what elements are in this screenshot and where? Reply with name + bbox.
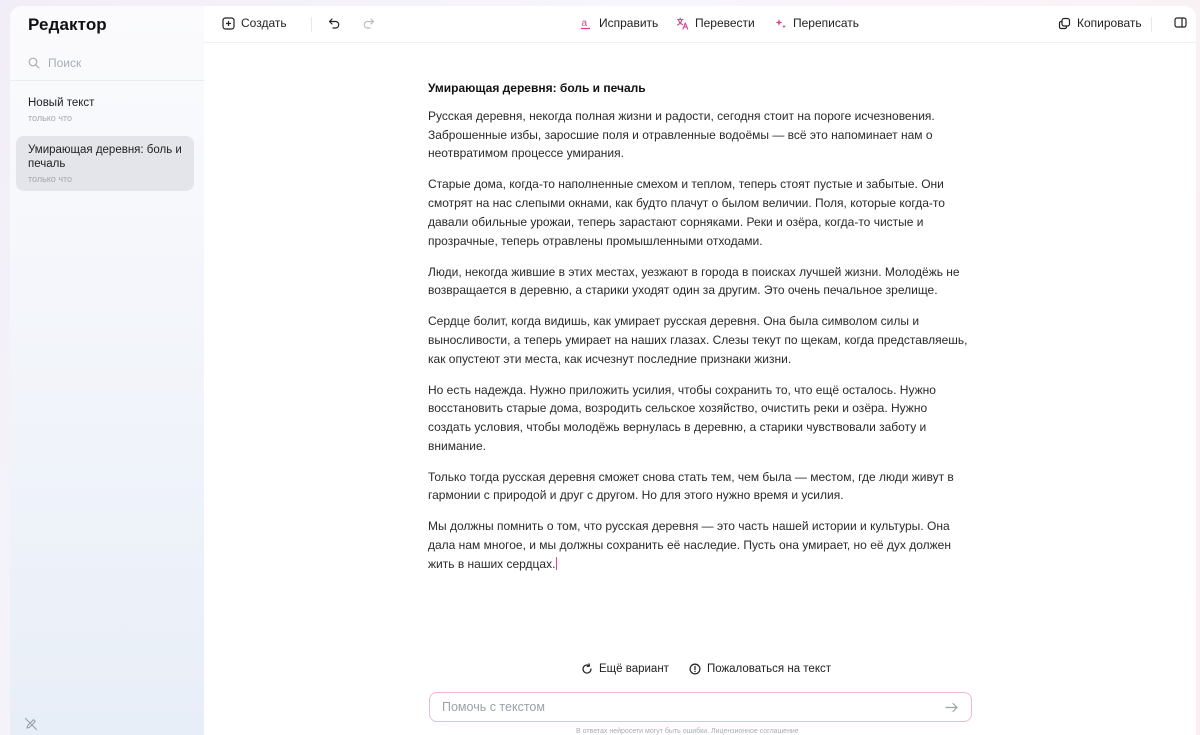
sidebar-item-dying-village[interactable] <box>16 136 194 191</box>
sidebar-item-title: Новый текст <box>28 97 95 109</box>
redo-icon <box>362 16 375 29</box>
document-paragraph-last <box>428 517 973 573</box>
edit-off-icon[interactable] <box>24 717 38 731</box>
translate-icon <box>676 17 689 30</box>
rewrite-label: Переписать <box>793 16 860 30</box>
toolbar-divider <box>311 17 312 32</box>
toggle-panel-button[interactable] <box>1174 16 1187 29</box>
spellcheck-icon <box>580 17 593 30</box>
toolbar-divider <box>1151 17 1152 32</box>
toolbar <box>204 6 1196 43</box>
sidebar <box>10 6 204 735</box>
result-actions <box>581 663 831 675</box>
report-label: Пожаловаться на текст <box>706 663 832 675</box>
another-variant-button[interactable] <box>581 663 669 675</box>
prompt-box <box>429 692 972 722</box>
search-input[interactable] <box>28 54 188 72</box>
copy-label: Копировать <box>1077 16 1142 30</box>
fix-label: Исправить <box>599 16 659 30</box>
text-cursor <box>556 557 557 570</box>
undo-icon <box>328 16 341 29</box>
document-paragraph: Русская деревня, некогда полная жизни и радости, сегодня стоит на пороге исчезновения. Заброшенные избы, заросшие поля и отравленные водоёмы — всё это напоминает нам о неотвратимом процессе умирания. <box>428 109 935 161</box>
plus-square-icon <box>222 17 235 30</box>
document-title: Умирающая деревня: боль и печаль <box>428 81 646 95</box>
panel-icon <box>1174 16 1187 29</box>
document-paragraph: Сердце болит, когда видишь, как умирает русская деревня. Она была символом силы и выносливости, а теперь умирает на наших глазах. Слезы текут по щекам, когда представляешь, как опустеют эти места, как исчезнут последние признаки жизни. <box>428 314 968 366</box>
app-window <box>10 6 1196 735</box>
search-placeholder: Поиск <box>48 56 82 70</box>
app-title: Редактор <box>28 15 107 34</box>
refresh-icon <box>581 663 593 675</box>
sidebar-item-title: Умирающая деревня: боль и печаль <box>28 144 182 170</box>
send-arrow-icon[interactable] <box>944 700 959 715</box>
prompt-input[interactable] <box>442 700 922 714</box>
search-icon <box>28 57 40 69</box>
redo-button[interactable] <box>362 16 375 29</box>
warning-circle-icon <box>689 663 701 675</box>
document-paragraph: Но есть надежда. Нужно приложить усилия, чтобы сохранить то, что ещё осталось. Нужно восстановить старые дома, возродить сельское хозяйство, очистить реки и озёра. Нужно создать условия, чтобы молодёжь вернулась в деревню, а старики чувствовали заботу и внимание. <box>428 382 936 453</box>
report-button[interactable] <box>689 663 831 675</box>
rewrite-button[interactable] <box>774 16 859 30</box>
svg-text:a: a <box>581 17 588 29</box>
sidebar-divider <box>10 80 204 81</box>
document[interactable] <box>428 80 973 586</box>
another-variant-label: Ещё вариант <box>599 663 669 675</box>
copy-button[interactable] <box>1058 16 1142 30</box>
translate-label: Перевести <box>695 16 755 30</box>
document-paragraph: Люди, некогда жившие в этих местах, уезжают в города в поисках лучшей жизни. Молодёжь не возвращается в деревню, а старики уходят один за другим. Это очень печальное зрелище. <box>428 264 960 298</box>
document-paragraph: Старые дома, когда-то наполненные смехом и теплом, теперь стоят пустые и забытые. Они смотрят на нас слепыми окнами, как будто плачут о былом величии. Поля, которые когда-то давали обильные урожаи, теперь зарастают сорняками. Реки и озёра, когда-то чистые и прозрачные, теперь отравлены промышленными отходами. <box>428 177 945 248</box>
disclaimer: В ответах нейросети могут быть ошибки. Лицензионное соглашение <box>576 728 799 735</box>
document-paragraph: Мы должны помнить о том, что русская деревня — это часть нашей истории и культуры. Она дала нам многое, и мы должны сохранить её наследие. Пусть она умирает, но её дух должен жить в наших сердцах. <box>428 519 951 571</box>
document-paragraph: Только тогда русская деревня сможет снова стать тем, чем была — местом, где люди живут в гармонии с природой и друг с другом. Но для этого нужно время и усилия. <box>428 469 954 503</box>
create-label: Создать <box>241 16 287 30</box>
sparkle-icon <box>774 17 787 30</box>
translate-button[interactable] <box>676 16 755 30</box>
create-button[interactable] <box>222 16 287 30</box>
undo-button[interactable] <box>328 16 341 29</box>
sidebar-item-time: только что <box>28 113 73 123</box>
fix-button[interactable] <box>580 16 658 30</box>
sidebar-item-time: только что <box>28 174 73 184</box>
sidebar-item-new-text[interactable] <box>16 89 194 130</box>
copy-icon <box>1058 17 1071 30</box>
